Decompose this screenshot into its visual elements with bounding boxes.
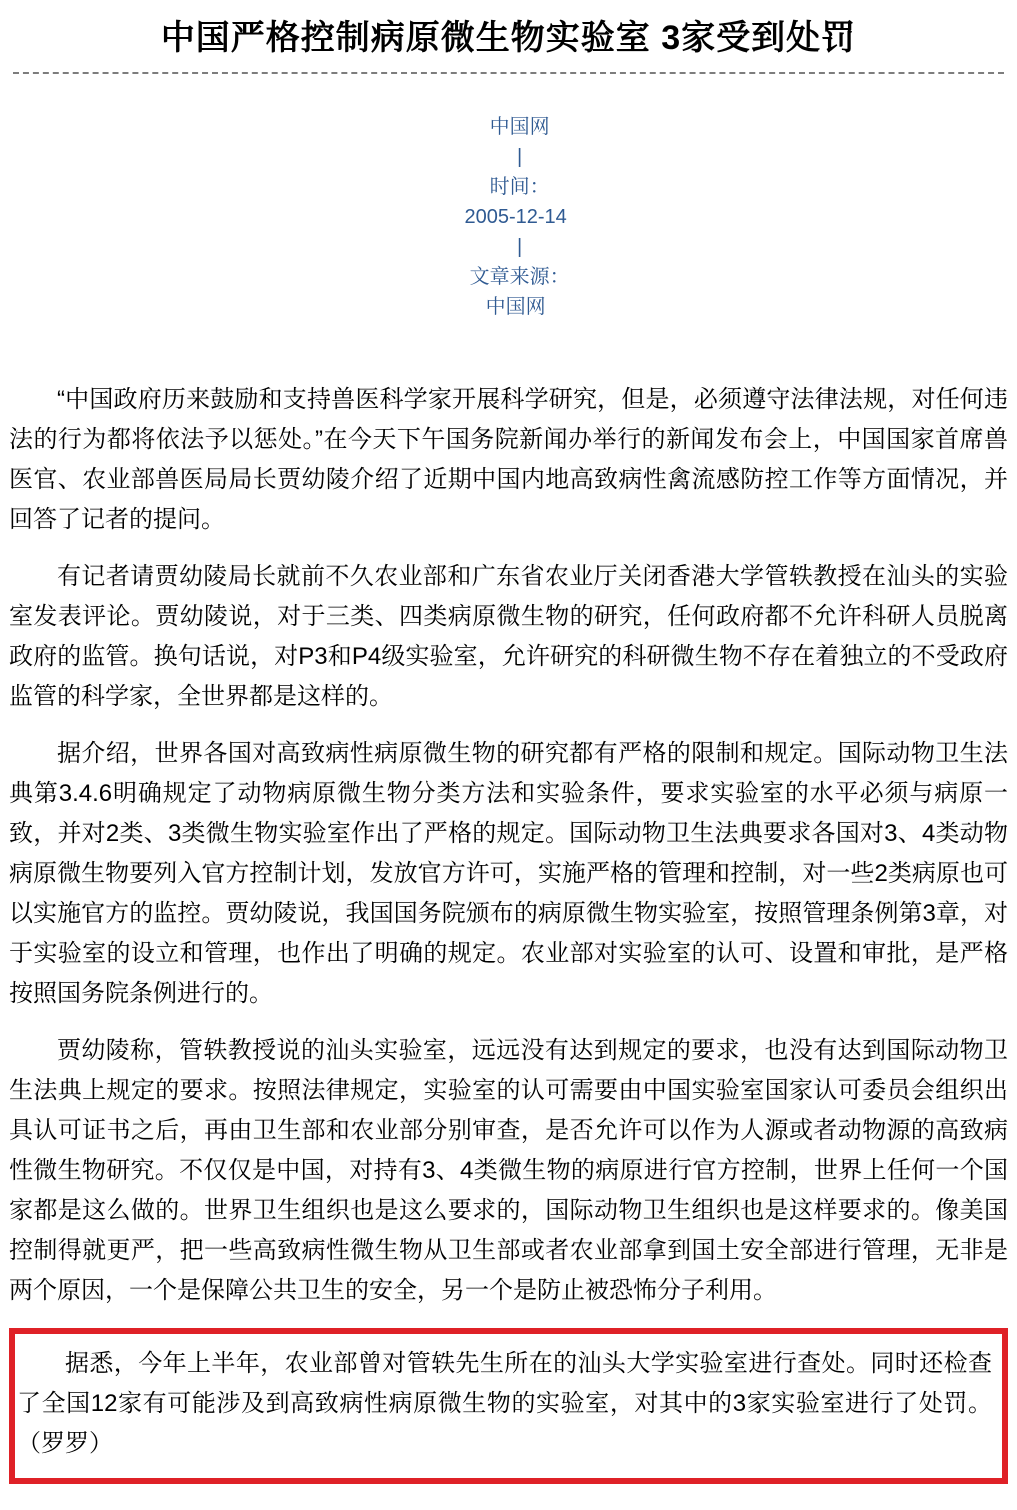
highlighted-paragraph: 据悉，今年上半年，农业部曾对管轶先生所在的汕头大学实验室进行查处。同时还检查了全国12家有可能涉及到高致病性病原微生物的实验室，对其中的3家实验室进行了处罚。（罗罗） — [17, 1349, 992, 1457]
meta-divider: | — [517, 235, 523, 258]
dashed-separator — [13, 72, 1004, 74]
meta-time-value: 2005-12-14 — [464, 205, 567, 228]
article-paragraph: 贾幼陵称，管轶教授说的汕头实验室，远远没有达到规定的要求，也没有达到国际动物卫生法典上规定的要求。按照法律规定，实验室的认可需要由中国实验室国家认可委员会组织出具认可证书之后，再由卫生部和农业部分别审查，是否允许可以作为人源或者动物源的高致病性微生物研究。不仅仅是中国，对持有3、4类微生物的病原进行官方控制，世界上任何一个国家都是这么做的。世界卫生组织也是这么要求的，国际动物卫生组织也是这样要求的。像美国控制得就更严，把一些高致病性微生物从卫生部或者农业部拿到国土安全部进行管理，无非是两个原因，一个是保障公共卫生的安全，另一个是防止被恐怖分子利用。 — [9, 1036, 1008, 1304]
meta-source-value: 中国网 — [485, 295, 546, 318]
page-title: 中国严格控制病原微生物实验室 3家受到处罚 — [160, 19, 857, 57]
meta-time-label: 时间： — [489, 175, 550, 198]
article-paragraph: 据介绍，世界各国对高致病性病原微生物的研究都有严格的限制和规定。国际动物卫生法典第3.4.6明确规定了动物病原微生物分类方法和实验条件，要求实验室的水平必须与病原一致，并对2类、3类微生物实验室作出了严格的规定。国际动物卫生法典要求各国对3、4类动物病原微生物要列入官方控制计划，发放官方许可，实施严格的管理和控制，对一些2类病原也可以实施官方的监控。贾幼陵说，我国国务院颁布的病原微生物实验室，按照管理条例第3章，对于实验室的设立和管理，也作出了明确的规定。农业部对实验室的认可、设置和审批，是严格按照国务院条例进行的。 — [9, 739, 1008, 1007]
meta-source-label: 文章来源： — [469, 265, 570, 288]
article-body — [9, 380, 1008, 1484]
highlight-annotation-box — [9, 1328, 1008, 1484]
meta-divider: | — [517, 145, 523, 168]
article-meta — [9, 82, 1008, 352]
article-paragraph: “中国政府历来鼓励和支持兽医科学家开展科学研究，但是，必须遵守法律法规，对任何违法的行为都将依法予以惩处。”在今天下午国务院新闻办举行的新闻发布会上，中国国家首席兽医官、农业部兽医局局长贾幼陵介绍了近期中国内地高致病性禽流感防控工作等方面情况，并回答了记者的提问。 — [9, 385, 1008, 533]
article-paragraph: 有记者请贾幼陵局长就前不久农业部和广东省农业厅关闭香港大学管轶教授在汕头的实验室发表评论。贾幼陵说，对于三类、四类病原微生物的研究，任何政府都不允许科研人员脱离政府的监管。换句话说，对P3和P4级实验室，允许研究的科研微生物不存在着独立的不受政府监管的科学家，全世界都是这样的。 — [9, 562, 1008, 710]
meta-site-name: 中国网 — [489, 115, 550, 138]
